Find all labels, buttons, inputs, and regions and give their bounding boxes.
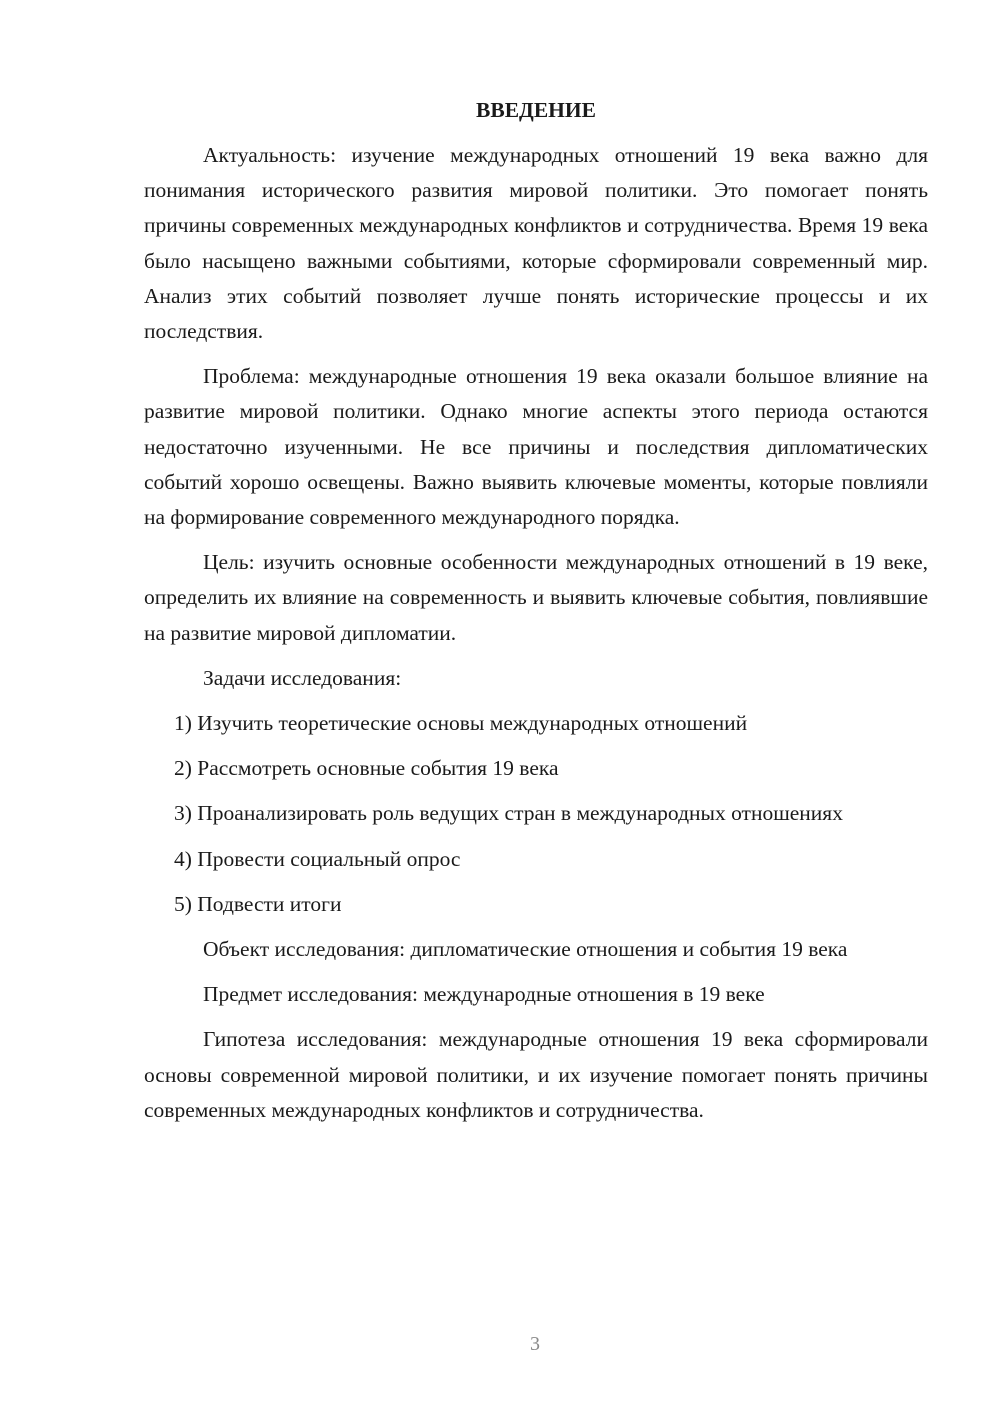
goal-paragraph: Цель: изучить основные особенности международных отношений в 19 веке, определить их влияние на современность и выявить ключевые события, повлиявшие на развитие мировой дипломатии. [144, 550, 928, 645]
page-number: 3 [530, 1333, 540, 1355]
object-paragraph: Объект исследования: дипломатические отношения и события 19 века [203, 937, 848, 962]
task-item: 5) Подвести итоги [174, 891, 342, 916]
relevance-paragraph: Актуальность: изучение международных отношений 19 века важно для понимания исторического развития мировой политики. Это помогает понять причины современных международных конфликтов и сотрудничества. Время 19 века было насыщено важными событиями, которые сформировали современный мир. Анализ этих событий позволяет лучше понять исторические процессы и их последствия. [144, 143, 928, 344]
task-item: 3) Проанализировать роль ведущих стран в международных отношениях [174, 801, 843, 826]
tasks-heading: Задачи исследования: [203, 665, 402, 690]
subject-paragraph: Предмет исследования: международные отношения в 19 веке [203, 982, 765, 1007]
problem-paragraph: Проблема: международные отношения 19 века оказали большое влияние на развитие мировой политики. Однако многие аспекты этого периода остаются недостаточно изученными. Не все причины и последствия дипломатических событий хорошо освещены. Важно выявить ключевые моменты, которые повлияли на формирование современного международного порядка. [144, 364, 928, 530]
task-item: 2) Рассмотреть основные события 19 века [174, 756, 559, 781]
task-item: 1) Изучить теоретические основы международных отношений [174, 711, 748, 736]
page-title: ВВЕДЕНИЕ [476, 98, 596, 122]
hypothesis-paragraph: Гипотеза исследования: международные отношения 19 века сформировали основы современной мировой политики, и их изучение помогает понять причины современных международных конфликтов и сотрудничества. [144, 1027, 928, 1122]
task-item: 4) Провести социальный опрос [174, 846, 461, 871]
document-page [144, 93, 928, 1138]
